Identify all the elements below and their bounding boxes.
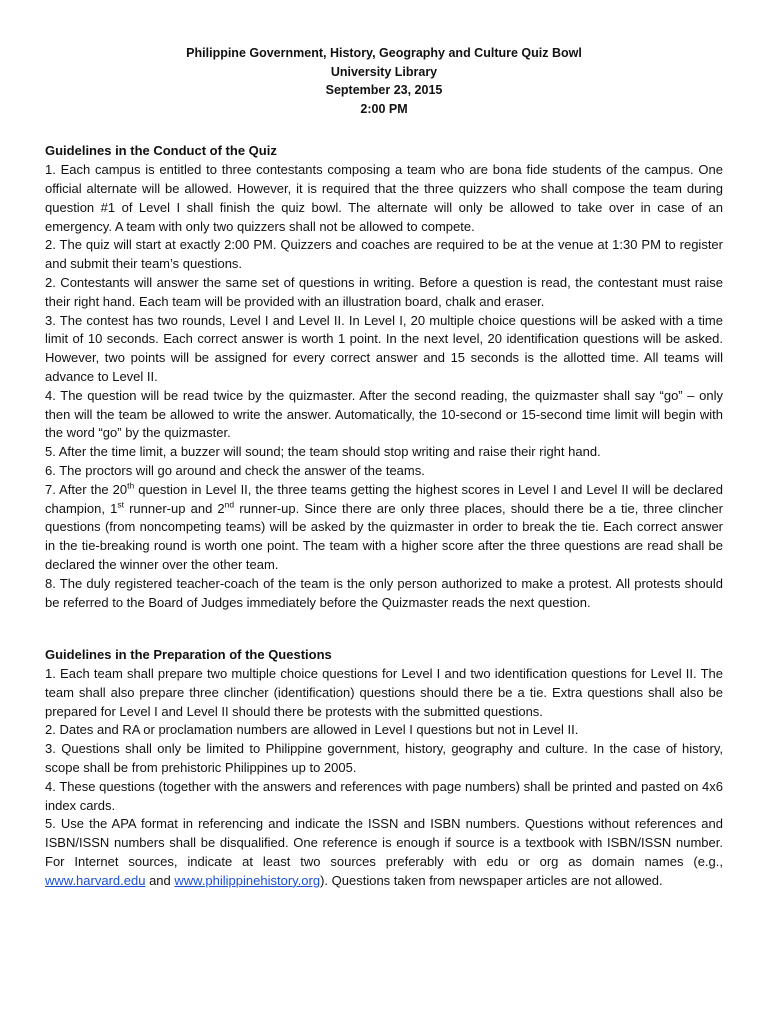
paragraph-text: 1. Each campus is entitled to three contestants composing a team who are bona fide students of the campus. One official alternate will be allowed. However, it is required that the three quizzers who shall compose the team during question #1 of Level I shall finish the quiz bowl. The alternate will only be allowed to take over in case of an emergency. A team with only two quizzers shall not be allowed to compete. (45, 162, 723, 234)
conduct-guideline-item (45, 274, 723, 312)
conduct-guideline-item (45, 161, 723, 236)
paragraph-text: 7. After the 20 (45, 481, 128, 497)
reference-link[interactable]: www.philippinehistory.org (174, 872, 321, 888)
paragraph-text: runner-up and 2 (123, 500, 225, 516)
preparation-guideline-item (45, 815, 723, 890)
document-header (45, 44, 723, 118)
paragraph-text: 3. Questions shall only be limited to Philippine government, history, geography and culture. In the case of history, scope shall be from prehistoric Philippines up to 2005. (45, 741, 723, 776)
paragraph-text: 6. The proctors will go around and check the answer of the teams. (45, 462, 425, 478)
conduct-guideline-item (45, 443, 723, 462)
ordinal-suffix: nd (224, 499, 235, 510)
conduct-guideline-item (45, 387, 723, 443)
preparation-section (45, 646, 723, 890)
paragraph-text: and (145, 872, 175, 888)
document-title: Philippine Government, History, Geography and Culture Quiz Bowl (186, 46, 582, 60)
ordinal-suffix: th (127, 480, 135, 491)
paragraph-text: 2. Contestants will answer the same set of questions in writing. Before a question is read, the contestant must raise their right hand. Each team will be provided with an illustration board, chalk and eraser. (45, 274, 723, 309)
document-page (45, 44, 723, 891)
paragraph-text: 3. The contest has two rounds, Level I and Level II. In Level I, 20 multiple choice questions will be asked with a time limit of 10 seconds. Each correct answer is worth 1 point. In the next level, 20 identification questions will be asked. However, two points will be assigned for every correct answer and 15 seconds is the allotted time. All teams will advance to Level II. (45, 312, 723, 384)
preparation-guideline-item (45, 740, 723, 778)
paragraph-text: ). Questions taken from newspaper articles are not allowed. (320, 872, 663, 888)
conduct-heading: Guidelines in the Conduct of the Quiz (45, 143, 277, 159)
conduct-guideline-item (45, 575, 723, 613)
conduct-guideline-item (45, 236, 723, 274)
preparation-guideline-item (45, 778, 723, 816)
conduct-guideline-item (45, 481, 723, 575)
paragraph-text: runner-up. Since there are only three places, should there be a tie, three clincher questions (from noncompeting teams) will be asked by the quizmaster in order to break the tie. Each correct answer in the tie-breaking round is worth one point. The team with a higher score after the three questions are read shall be declared the winner over the other team. (45, 500, 723, 572)
conduct-list (45, 161, 723, 612)
document-time: 2:00 PM (360, 101, 408, 116)
preparation-guideline-item (45, 665, 723, 721)
conduct-guideline-item (45, 462, 723, 481)
paragraph-text: 2. Dates and RA or proclamation numbers are allowed in Level I questions but not in Level II. (45, 722, 579, 738)
preparation-guideline-item (45, 721, 723, 740)
paragraph-text: 1. Each team shall prepare two multiple choice questions for Level I and two identification questions for Level II. The team shall also prepare three clincher (identification) questions should there be a tie. Extra questions shall also be prepared for Level I and Level II should there be protests with the submitted questions. (45, 666, 723, 719)
paragraph-text: question in Level II, the three teams getting the highest scores in Level I and Level II will be declared champion, 1 (45, 481, 724, 516)
paragraph-text: 5. After the time limit, a buzzer will sound; the team should stop writing and raise their right hand. (45, 444, 601, 460)
ordinal-suffix: st (117, 499, 124, 510)
preparation-heading: Guidelines in the Preparation of the Questions (45, 647, 332, 663)
reference-link[interactable]: www.harvard.edu (45, 872, 146, 888)
document-venue: University Library (330, 64, 438, 79)
conduct-section (45, 142, 723, 612)
paragraph-text: 4. The question will be read twice by the quizmaster. After the second reading, the quizmaster shall say “go” – only then will the team be allowed to write the answer. Automatically, the 10-second or 15-second time limit will begin with the word “go” by the quizmaster. (45, 387, 723, 441)
preparation-list (45, 665, 723, 891)
paragraph-text: 5. Use the APA format in referencing and indicate the ISSN and ISBN numbers. Questions without references and ISBN/ISSN numbers shall be disqualified. One reference is enough if source is a textbook with ISBN/ISSN number. For Internet sources, indicate at least two sources preferably with edu or org as domain names (e.g., (45, 816, 723, 870)
paragraph-text: 8. The duly registered teacher-coach of the team is the only person authorized to make a protest. All protests should be referred to the Board of Judges immediately before the Quizmaster reads the next question. (45, 575, 723, 610)
document-date: September 23, 2015 (325, 83, 443, 98)
paragraph-text: 4. These questions (together with the answers and references with page numbers) shall be printed and pasted on 4x6 index cards. (45, 778, 723, 813)
conduct-guideline-item (45, 312, 723, 387)
paragraph-text: 2. The quiz will start at exactly 2:00 PM. Quizzers and coaches are required to be at the venue at 1:30 PM to register and submit their team’s questions. (45, 237, 723, 272)
